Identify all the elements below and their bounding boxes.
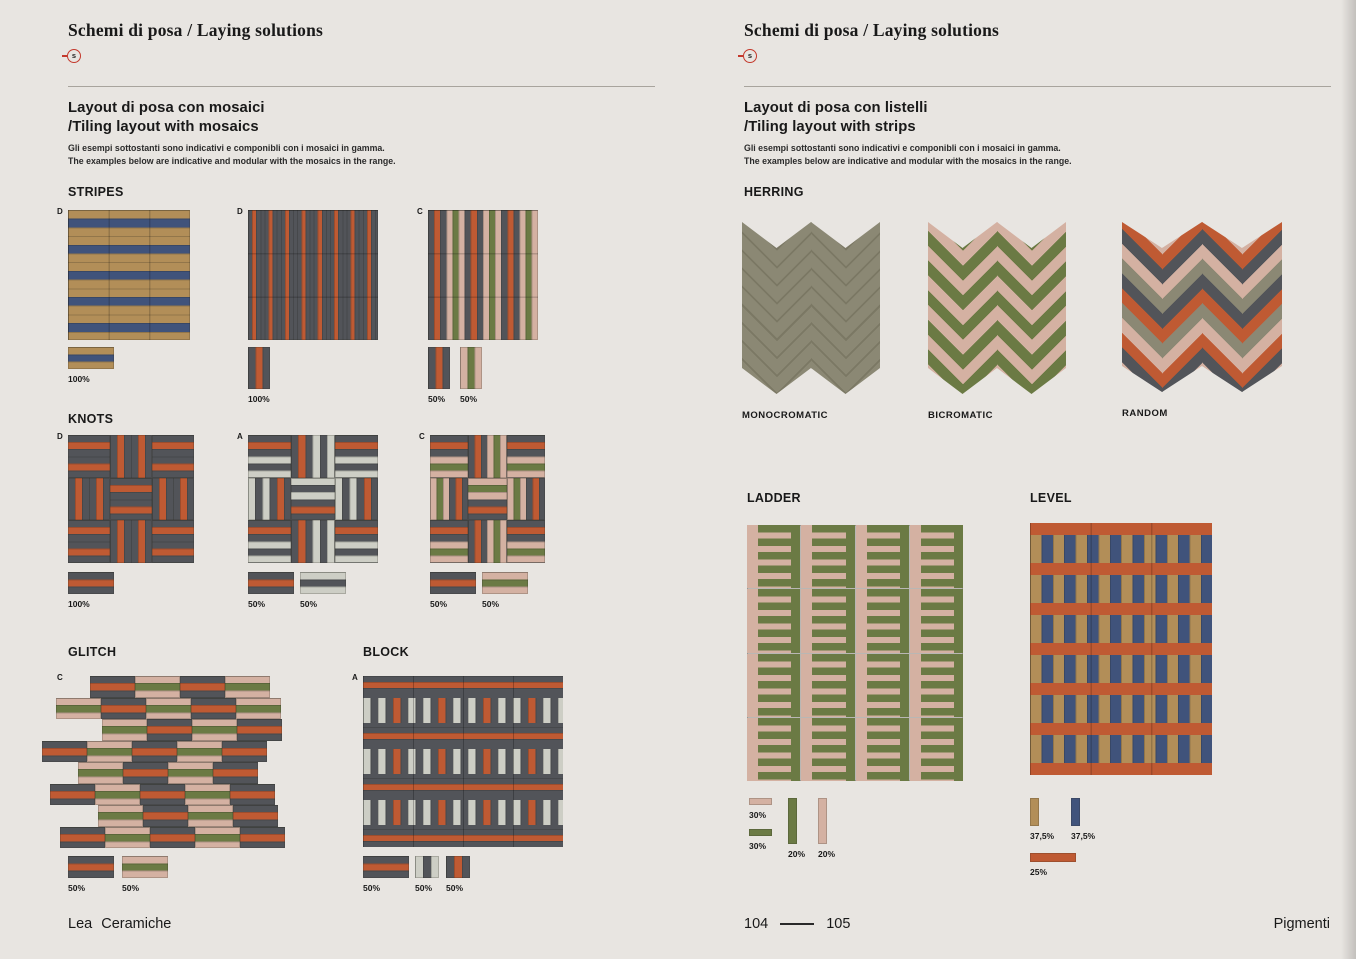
mosaic-module [90,676,135,698]
collection-name: Pigmenti [1273,916,1330,932]
ladder-cell [801,525,854,588]
mosaic-swatch [460,347,482,404]
layout-intro [68,99,265,136]
mosaic-module [177,741,222,763]
intro-line-italian: Layout di posa con mosaici [68,100,265,116]
mosaic-module [150,827,195,849]
intro-line-english: /Tiling layout with strips [744,118,916,135]
mosaic-module [135,676,180,698]
knots-cell [248,478,291,521]
herringbone-column [1162,222,1203,392]
mosaic-module [225,676,270,698]
block-band [363,745,563,778]
ladder-rail [910,718,921,781]
mosaic-module [87,741,132,763]
pattern-format-letter: D [237,207,243,216]
knots-cell [110,520,152,563]
pattern-group [237,432,378,609]
pattern-panel-knots [248,435,378,563]
level-bars [1030,615,1212,643]
swatch-percentage: 50% [428,394,446,404]
knots-cell [507,435,545,478]
level-bars [1030,695,1212,723]
herringbone-column [1242,222,1282,392]
mosaic-module [236,698,281,720]
swatch-bar [415,856,439,878]
ladder-cell [856,525,909,588]
ladder-rungs [921,525,954,588]
mosaic-swatch [415,856,439,893]
knots-cell [110,478,152,521]
ladder-rail [747,654,758,717]
mosaic-module [233,805,278,827]
block-band [363,796,563,829]
block-band [363,727,563,745]
section-heading: STRIPES [68,185,124,199]
mosaic-swatch [248,347,270,404]
level-bars [1030,535,1212,563]
ladder-cell [747,589,800,652]
ladder-rungs [812,654,845,717]
mosaic-module [132,741,177,763]
ladder-rungs [812,718,845,781]
swatch-bar [446,856,470,878]
mosaic-module [143,805,188,827]
section-heading: LADDER [747,491,801,505]
level-bars [1030,735,1212,763]
mosaic-swatch [122,856,168,893]
knots-cell [68,435,110,478]
level-orange-bar [1030,763,1212,775]
swatch-percentage: 30% [749,810,767,820]
swatch-percentage: 100% [68,599,90,609]
swatch-bar [1030,798,1039,826]
herringbone-column [997,222,1032,394]
swatch-bar [788,798,797,844]
swatch-percentage: 50% [460,394,478,404]
glitch-row [56,698,281,720]
level-bars [1030,655,1212,683]
swatch-bar [248,347,270,389]
swatch-bar [430,572,476,594]
mosaic-module [56,698,101,720]
ladder-rungs [812,589,845,652]
ladder-rungs [921,589,954,652]
layout-intro [744,99,928,136]
ladder-rail [747,525,758,588]
pattern-panel-knots [430,435,545,563]
swatch-percentage: 100% [68,374,90,384]
glitch-row [42,741,267,763]
swatch-percentage: 50% [446,883,464,893]
swatch-bar [1071,798,1080,826]
s-mark [62,49,81,63]
pattern-panel-hstrips [68,210,190,340]
pattern-caption: RANDOM [1122,408,1168,419]
mosaic-swatch [68,572,114,609]
s-mark [738,49,757,63]
s-mark-letter: s [747,51,753,61]
knots-cell [291,435,334,478]
swatch-bar [363,856,409,878]
header-rule [744,86,1331,87]
pattern-group [57,673,290,893]
mosaic-swatch [749,798,772,820]
ladder-rungs [921,654,954,717]
section-heading: HERRING [744,185,804,199]
mosaic-module [101,698,146,720]
ladder-rail [747,589,758,652]
mosaic-swatch [430,572,476,609]
knots-cell [248,435,291,478]
ladder-rail [856,718,867,781]
knots-cell [468,520,506,563]
ladder-rungs [758,589,791,652]
knots-cell [152,478,194,521]
mosaic-module [213,762,258,784]
page-number-rule [780,923,814,925]
glitch-row [98,805,278,827]
herringbone-column [846,222,881,394]
right-page [678,0,1356,959]
mosaic-module [42,741,87,763]
herringbone-column [1122,222,1163,392]
swatch-bar [68,856,114,878]
level-orange-bar [1030,683,1212,695]
mosaic-module [140,784,185,806]
glitch-row [60,827,285,849]
mosaic-swatch [482,572,528,609]
ladder-rail [910,525,921,588]
ladder-rungs [758,525,791,588]
section-heading: LEVEL [1030,491,1072,505]
mosaic-module [168,762,213,784]
ladder-rail [910,589,921,652]
knots-cell [248,520,291,563]
swatch-percentage: 30% [749,841,767,851]
pattern-group [928,222,1066,421]
ladder-rungs [867,654,900,717]
ladder-cell [910,589,963,652]
intro-line-italian: Layout di posa con listelli [744,100,928,116]
knots-cell [291,478,334,521]
herringbone-column [1202,222,1243,392]
page-number-right: 105 [826,916,851,932]
knots-cell [335,435,378,478]
section-heading: BLOCK [363,645,409,659]
mosaic-module [188,805,233,827]
ladder-cell [801,718,854,781]
pattern-panel-herring [1122,222,1282,392]
mosaic-module [102,719,147,741]
block-band [363,694,563,727]
pattern-panel-vstrips [248,210,378,340]
swatch-bar [749,798,772,805]
swatch-bar [428,347,450,389]
ladder-rungs [758,718,791,781]
pattern-group [57,207,190,384]
mosaic-module [105,827,150,849]
knots-cell [507,478,545,521]
pattern-format-letter: C [417,207,423,216]
mosaic-module [185,784,230,806]
herringbone-column [1032,222,1067,394]
pattern-panel-glitch [68,676,290,848]
pattern-group [57,432,194,609]
pattern-group [747,525,963,859]
herringbone-column [963,222,998,394]
pattern-format-letter: D [57,432,63,441]
s-mark-circle-icon [743,49,757,63]
s-mark-circle-icon [67,49,81,63]
block-bars [363,749,563,774]
block-bars [363,800,563,825]
ladder-rungs [812,525,845,588]
note-line-italian: Gli esempi sottostanti sono indicativi e componibli con i mosaici in gamma. [744,143,1061,153]
level-bars [1030,575,1212,603]
section-heading: GLITCH [68,645,117,659]
ladder-cell [747,718,800,781]
pattern-group [237,207,378,404]
swatch-percentage: 50% [122,883,140,893]
tile-gridlines [248,210,378,340]
pattern-panel-herring [928,222,1066,394]
swatch-percentage: 50% [482,599,500,609]
pattern-panel-herring [742,222,880,394]
knots-cell [152,435,194,478]
knots-cell [152,520,194,563]
mosaic-module [240,827,285,849]
knots-cell [68,478,110,521]
mosaic-swatch [1071,798,1095,841]
pattern-caption: BICROMATIC [928,410,993,421]
mosaic-swatch [1030,798,1054,841]
pattern-format-letter: A [237,432,243,441]
swatch-bar [68,572,114,594]
ladder-rail [856,525,867,588]
ladder-rungs [867,589,900,652]
page-numbers [744,916,850,932]
ladder-rail [801,589,812,652]
mosaic-swatch [428,347,450,404]
glitch-row [90,676,270,698]
ladder-rungs [921,718,954,781]
knots-cell [68,520,110,563]
swatch-percentage: 50% [415,883,433,893]
publisher-name: Lea Ceramiche [68,916,172,932]
glitch-row [50,784,275,806]
mosaic-swatch [788,798,805,859]
mosaic-swatch [1030,853,1076,877]
mosaic-module [146,698,191,720]
section-heading: KNOTS [68,412,114,426]
level-orange-bar [1030,723,1212,735]
knots-cell [430,478,468,521]
glitch-row [78,762,258,784]
pattern-group [1122,222,1282,419]
swatch-percentage: 50% [68,883,86,893]
swatch-bar [818,798,827,844]
mosaic-swatch [68,347,114,384]
note-line-english: The examples below are indicative and modular with the mosaics in the range. [68,155,396,166]
note-line-english: The examples below are indicative and modular with the mosaics in the range. [744,155,1072,166]
ladder-rail [747,718,758,781]
knots-cell [430,435,468,478]
ladder-rungs [867,718,900,781]
pattern-format-letter: C [57,673,63,682]
mosaic-swatch [248,572,294,609]
swatch-percentage: 50% [363,883,381,893]
swatch-percentage: 50% [300,599,318,609]
ladder-rail [801,718,812,781]
mosaic-swatch [68,856,114,893]
intro-line-english: /Tiling layout with mosaics [68,118,259,135]
mosaic-module [60,827,105,849]
swatch-bar [1030,853,1076,862]
pattern-panel-block [363,676,563,847]
swatch-bar [122,856,168,878]
swatch-bar [248,572,294,594]
ladder-cell [747,654,800,717]
swatch-percentage: 20% [788,849,806,859]
mosaic-module [195,827,240,849]
ladder-rail [801,654,812,717]
mosaic-module [147,719,192,741]
intro-note [744,142,1072,167]
mosaic-module [230,784,275,806]
ladder-cell [910,654,963,717]
tile-gridlines [428,210,538,340]
pattern-panel-ladder [747,525,963,781]
knots-cell [430,520,468,563]
ladder-cell [856,718,909,781]
pattern-format-letter: C [419,432,425,441]
knots-cell [335,478,378,521]
mosaic-swatch [300,572,346,609]
ladder-cell [910,525,963,588]
ladder-rail [856,654,867,717]
level-orange-bar [1030,643,1212,655]
level-orange-bar [1030,603,1212,615]
tile-gridlines [68,210,190,340]
knots-cell [507,520,545,563]
knots-cell [335,520,378,563]
knots-cell [110,435,152,478]
mosaic-swatch [446,856,470,893]
herringbone-column [811,222,846,394]
swatch-percentage: 100% [248,394,270,404]
pattern-panel-knots [68,435,194,563]
mosaic-swatch [818,798,835,859]
page-title: Schemi di posa / Laying solutions [744,20,1000,40]
swatch-percentage: 20% [818,849,836,859]
herringbone-column [777,222,812,394]
ladder-cell [801,589,854,652]
mosaic-module [192,719,237,741]
note-line-italian: Gli esempi sottostanti sono indicativi e componibli con i mosaici in gamma. [68,143,385,153]
ladder-rungs [867,525,900,588]
page-title: Schemi di posa / Laying solutions [68,20,324,40]
mosaic-module [98,805,143,827]
knots-cell [468,435,506,478]
herringbone-column [928,222,963,394]
pattern-group [419,432,545,609]
swatch-percentage: 50% [430,599,448,609]
swatch-bar [749,829,772,836]
swatch-bar [482,572,528,594]
mosaic-module [123,762,168,784]
pattern-group [417,207,538,404]
block-band [363,829,563,847]
ladder-rail [801,525,812,588]
pattern-panel-vstrips [428,210,538,340]
mosaic-module [50,784,95,806]
ladder-cell [856,654,909,717]
ladder-cell [801,654,854,717]
glitch-row [102,719,282,741]
mosaic-module [237,719,282,741]
mosaic-module [180,676,225,698]
swatch-bar [300,572,346,594]
page-number-left: 104 [744,916,769,932]
herringbone-column [742,222,777,394]
mosaic-module [95,784,140,806]
ladder-cell [747,525,800,588]
pattern-format-letter: A [352,673,358,682]
swatch-percentage: 37,5% [1071,831,1096,841]
mosaic-swatch [749,829,772,851]
pattern-group [1030,523,1212,877]
mosaic-module [78,762,123,784]
swatch-percentage: 37,5% [1030,831,1055,841]
intro-note [68,142,396,167]
ladder-rungs [758,654,791,717]
swatch-bar [460,347,482,389]
pattern-caption: MONOCROMATIC [742,410,829,421]
swatch-bar [68,347,114,369]
pattern-format-letter: D [57,207,63,216]
knots-cell [291,520,334,563]
mosaic-swatch [363,856,409,893]
mosaic-module [191,698,236,720]
s-mark-letter: s [71,51,77,61]
pattern-group [742,222,880,421]
pattern-group [352,673,563,893]
ladder-rail [856,589,867,652]
mosaic-module [222,741,267,763]
knots-cell [468,478,506,521]
ladder-rail [910,654,921,717]
swatch-percentage: 50% [248,599,266,609]
swatch-percentage: 25% [1030,867,1048,877]
block-band [363,676,563,694]
header-rule [68,86,655,87]
block-band [363,778,563,796]
pattern-panel-level [1030,523,1212,775]
ladder-cell [856,589,909,652]
level-orange-bar [1030,563,1212,575]
level-orange-bar [1030,523,1212,535]
block-bars [363,698,563,723]
ladder-cell [910,718,963,781]
